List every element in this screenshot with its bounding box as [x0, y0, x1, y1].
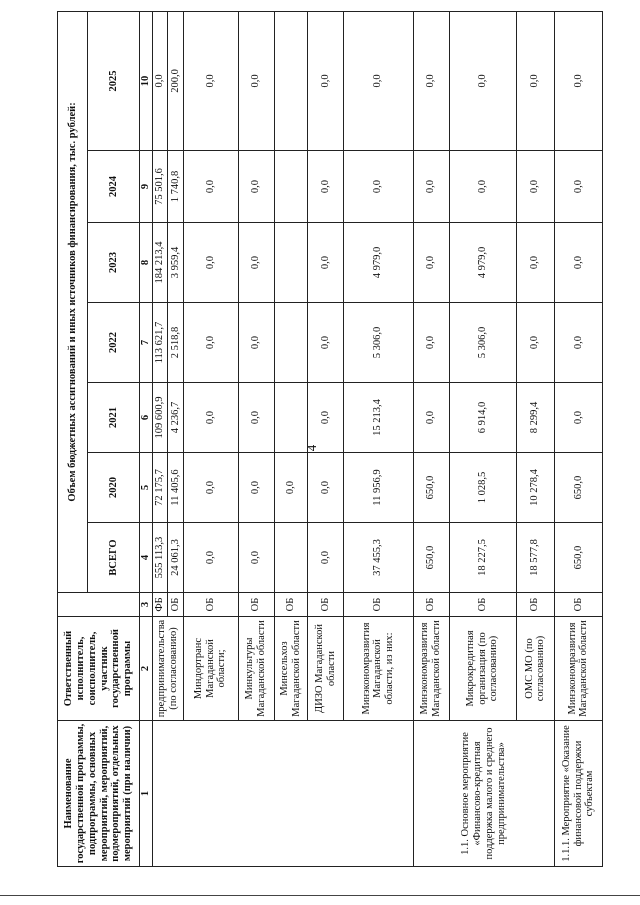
- main-event-1-1-name: 1.1. Основное мероприятие «Финансово-кредитная поддержка малого и среднего предпринимательства»: [413, 721, 554, 867]
- value-cell: 0,0: [183, 151, 238, 223]
- value-cell: 0,0: [238, 383, 274, 453]
- executor-cell: ОМС МО (по согласованию): [516, 617, 554, 721]
- header-year-2020: 2020: [88, 453, 140, 523]
- value-cell: 0,0: [554, 303, 602, 383]
- executor-cell: Минсельхоз Магаданской области: [274, 617, 308, 721]
- value-cell: 0,0: [308, 453, 344, 523]
- value-cell: 0,0: [413, 383, 449, 453]
- value-cell: 0,0: [413, 303, 449, 383]
- value-cell: 650,0: [554, 453, 602, 523]
- executor-cell: Минэкономразвития Магаданской области: [413, 617, 449, 721]
- value-cell: 0,0: [516, 223, 554, 303]
- value-cell: 75 501,6: [153, 151, 168, 223]
- value-cell: 0,0: [554, 11, 602, 150]
- value-cell: [274, 523, 308, 593]
- value-cell: 0,0: [413, 11, 449, 150]
- source-cell: ОБ: [274, 593, 308, 617]
- source-cell: ОБ: [183, 593, 238, 617]
- source-cell: ОБ: [449, 593, 516, 617]
- value-cell: 8 299,4: [516, 383, 554, 453]
- value-cell: 0,0: [516, 151, 554, 223]
- col-number: 4: [140, 523, 153, 593]
- value-cell: 0,0: [183, 11, 238, 150]
- value-cell: 0,0: [238, 151, 274, 223]
- value-cell: 18 227,5: [449, 523, 516, 593]
- col-number: 7: [140, 303, 153, 383]
- value-cell: 3 959,4: [168, 223, 183, 303]
- value-cell: 0,0: [516, 11, 554, 150]
- value-cell: 555 113,3: [153, 523, 168, 593]
- value-cell: 650,0: [413, 523, 449, 593]
- col-number: 9: [140, 151, 153, 223]
- value-cell: 11 956,9: [344, 453, 414, 523]
- value-cell: 4 979,0: [344, 223, 414, 303]
- executor-cell: Микрокредитная организация (по согласованию): [449, 617, 516, 721]
- value-cell: 15 213,4: [344, 383, 414, 453]
- value-cell: 72 175,7: [153, 453, 168, 523]
- value-cell: 0,0: [274, 453, 308, 523]
- value-cell: 0,0: [238, 11, 274, 150]
- value-cell: 5 306,0: [344, 303, 414, 383]
- source-cell: ОБ: [413, 593, 449, 617]
- source-cell: ОБ: [516, 593, 554, 617]
- source-cell: ОБ: [308, 593, 344, 617]
- value-cell: 0,0: [308, 151, 344, 223]
- value-cell: 0,0: [554, 223, 602, 303]
- event-1-1-1-name: 1.1.1. Мероприятие «Оказание финансовой поддержки субъектам: [554, 721, 602, 867]
- value-cell: 0,0: [308, 303, 344, 383]
- bottom-rule: [0, 895, 640, 896]
- value-cell: 0,0: [413, 223, 449, 303]
- value-cell: 2 518,8: [168, 303, 183, 383]
- program-name-cell: [153, 721, 414, 867]
- value-cell: 37 455,3: [344, 523, 414, 593]
- value-cell: 0,0: [516, 303, 554, 383]
- value-cell: 0,0: [238, 453, 274, 523]
- source-cell: ОБ: [344, 593, 414, 617]
- col-number: 6: [140, 383, 153, 453]
- header-year-2023: 2023: [88, 223, 140, 303]
- executor-cell: Минкультуры Магаданской области: [238, 617, 274, 721]
- value-cell: 18 577,8: [516, 523, 554, 593]
- value-cell: 0,0: [238, 523, 274, 593]
- value-cell: 109 600,9: [153, 383, 168, 453]
- col-number: 2: [140, 617, 153, 721]
- value-cell: 0,0: [344, 151, 414, 223]
- executor-cell: Минэкономразвития Магаданской области: [554, 617, 602, 721]
- value-cell: 184 213,4: [153, 223, 168, 303]
- value-cell: 0,0: [449, 151, 516, 223]
- value-cell: 0,0: [554, 151, 602, 223]
- value-cell: 4 236,7: [168, 383, 183, 453]
- value-cell: 0,0: [183, 523, 238, 593]
- header-year-2024: 2024: [88, 151, 140, 223]
- source-cell: ФБ: [153, 593, 168, 617]
- value-cell: 0,0: [183, 223, 238, 303]
- executor-cell: ДИЗО Магаданской области: [308, 617, 344, 721]
- col-number: 3: [140, 593, 153, 617]
- value-cell: 1 028,5: [449, 453, 516, 523]
- source-cell: ОБ: [554, 593, 602, 617]
- value-cell: 24 061,3: [168, 523, 183, 593]
- source-cell: ОБ: [168, 593, 183, 617]
- value-cell: [274, 151, 308, 223]
- value-cell: 0,0: [308, 223, 344, 303]
- value-cell: 0,0: [308, 523, 344, 593]
- value-cell: 0,0: [183, 453, 238, 523]
- value-cell: 4 979,0: [449, 223, 516, 303]
- value-cell: [274, 383, 308, 453]
- col-number: 10: [140, 11, 153, 150]
- header-program-name: Наименование государственной программы, подпрограммы, основных мероприятий, мероприятий, подмероприятий, отдельных мероприятий (при наличии): [58, 721, 140, 867]
- value-cell: 650,0: [554, 523, 602, 593]
- value-cell: [274, 223, 308, 303]
- value-cell: 6 914,0: [449, 383, 516, 453]
- value-cell: 11 405,6: [168, 453, 183, 523]
- value-cell: 0,0: [183, 303, 238, 383]
- source-cell: ОБ: [238, 593, 274, 617]
- value-cell: 200,0: [168, 11, 183, 150]
- value-cell: 0,0: [344, 11, 414, 150]
- value-cell: 10 278,4: [516, 453, 554, 523]
- executor-cell: Миндортранс Магаданской области;: [183, 617, 238, 721]
- value-cell: 113 621,7: [153, 303, 168, 383]
- value-cell: 1 740,8: [168, 151, 183, 223]
- col-number: 5: [140, 453, 153, 523]
- header-year-total: ВСЕГО: [88, 523, 140, 593]
- header-year-2022: 2022: [88, 303, 140, 383]
- value-cell: 0,0: [449, 11, 516, 150]
- value-cell: 0,0: [413, 151, 449, 223]
- header-funding-group: Объем бюджетных ассигнований и иных источников финансирования, тыс. рублей:: [58, 11, 88, 592]
- value-cell: 0,0: [308, 383, 344, 453]
- header-year-2025: 2025: [88, 11, 140, 150]
- budget-table: [57, 11, 603, 867]
- value-cell: 0,0: [308, 11, 344, 150]
- header-year-2021: 2021: [88, 383, 140, 453]
- value-cell: 0,0: [554, 383, 602, 453]
- col-number: 8: [140, 223, 153, 303]
- executor-cell: предпринимательства (по согласованию): [153, 617, 184, 721]
- header-source: [58, 593, 140, 617]
- page-number: 4: [304, 444, 319, 452]
- value-cell: 0,0: [183, 383, 238, 453]
- value-cell: 0,0: [238, 223, 274, 303]
- value-cell: 5 306,0: [449, 303, 516, 383]
- header-executor: Ответственный исполнитель, соисполнитель, участник государственной программы: [58, 617, 140, 721]
- executor-cell: Минэкономразвития Магаданской области, из них:: [344, 617, 414, 721]
- value-cell: [274, 303, 308, 383]
- value-cell: 0,0: [153, 11, 168, 150]
- value-cell: [274, 11, 308, 150]
- value-cell: 0,0: [238, 303, 274, 383]
- rotated-page: [57, 12, 603, 867]
- col-number: 1: [140, 721, 153, 867]
- value-cell: 650,0: [413, 453, 449, 523]
